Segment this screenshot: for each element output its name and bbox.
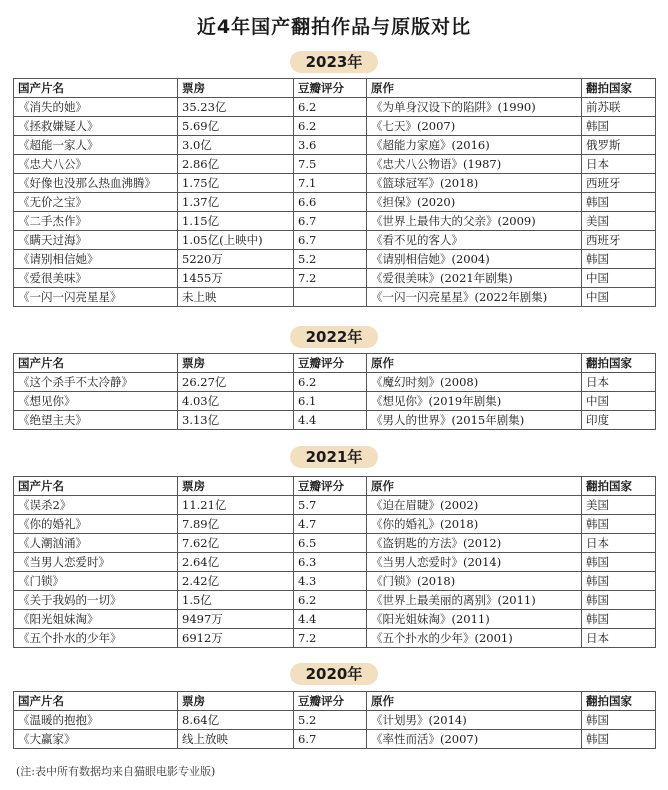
table-row: [14, 534, 656, 553]
header-row: [14, 79, 656, 98]
table-row: [14, 711, 656, 730]
table-cell: 5.69亿: [178, 117, 294, 136]
table-cell: 日本: [582, 534, 656, 553]
table-cell: 3.0亿: [178, 136, 294, 155]
table-cell: 前苏联: [582, 98, 656, 117]
table-cell: 6.1: [294, 392, 367, 411]
column-header: 翻拍国家: [582, 477, 656, 496]
table-cell: 印度: [582, 411, 656, 430]
table-cell: 《一闪一闪亮星星》(2022年剧集): [367, 288, 582, 307]
table-row: [14, 373, 656, 392]
table-cell: 《阳光姐妹淘》: [14, 610, 178, 629]
table-cell: 《想见你》(2019年剧集): [367, 392, 582, 411]
table-cell: 《魔幻时刻》(2008): [367, 373, 582, 392]
table-cell: 1.37亿: [178, 193, 294, 212]
table-cell: 美国: [582, 496, 656, 515]
table-cell: 《五个扑水的少年》: [14, 629, 178, 648]
table-cell: 4.4: [294, 610, 367, 629]
header-row: [14, 477, 656, 496]
table-row: [14, 231, 656, 250]
table-cell: 《二手杰作》: [14, 212, 178, 231]
column-header: 原作: [367, 477, 582, 496]
table-cell: 《无价之宝》: [14, 193, 178, 212]
table-cell: 11.21亿: [178, 496, 294, 515]
table-row: [14, 591, 656, 610]
column-header: 国产片名: [14, 692, 178, 711]
table-row: [14, 629, 656, 648]
header-row: [14, 354, 656, 373]
table-cell: 《超能力家庭》(2016): [367, 136, 582, 155]
year-badge-2020: 2020年: [290, 663, 378, 685]
table-2020: [13, 691, 656, 749]
table-row: [14, 392, 656, 411]
table-cell: 6.2: [294, 117, 367, 136]
column-header: 国产片名: [14, 354, 178, 373]
table-cell: 《超能一家人》: [14, 136, 178, 155]
table-cell: 2.86亿: [178, 155, 294, 174]
table-cell: 35.23亿: [178, 98, 294, 117]
table-cell: 《男人的世界》(2015年剧集): [367, 411, 582, 430]
column-header: 豆瓣评分: [294, 79, 367, 98]
table-cell: 《当男人恋爱时》(2014): [367, 553, 582, 572]
table-cell: 《门锁》(2018): [367, 572, 582, 591]
table-cell: 《篮球冠军》(2018): [367, 174, 582, 193]
table-2023: [13, 78, 656, 307]
table-cell: 《门锁》: [14, 572, 178, 591]
table-cell: 线上放映: [178, 730, 294, 749]
table-cell: 3.13亿: [178, 411, 294, 430]
column-header: 国产片名: [14, 477, 178, 496]
table-cell: 韩国: [582, 553, 656, 572]
table-row: [14, 98, 656, 117]
column-header: 豆瓣评分: [294, 692, 367, 711]
table-cell: 西班牙: [582, 231, 656, 250]
table-cell: 7.62亿: [178, 534, 294, 553]
table-cell: 日本: [582, 629, 656, 648]
table-cell: 《担保》(2020): [367, 193, 582, 212]
table-cell: 《爱很美味》: [14, 269, 178, 288]
table-cell: 《世界上最伟大的父亲》(2009): [367, 212, 582, 231]
table-cell: 1.75亿: [178, 174, 294, 193]
table-cell: 韩国: [582, 572, 656, 591]
table-cell: 《绝望主夫》: [14, 411, 178, 430]
table-cell: 《好像也没那么热血沸腾》: [14, 174, 178, 193]
table-row: [14, 572, 656, 591]
table-cell: 《大赢家》: [14, 730, 178, 749]
table-cell: 1.5亿: [178, 591, 294, 610]
column-header: 国产片名: [14, 79, 178, 98]
table-cell: 9497万: [178, 610, 294, 629]
table-cell: 8.64亿: [178, 711, 294, 730]
table-cell: 韩国: [582, 610, 656, 629]
table-cell: 4.3: [294, 572, 367, 591]
table-row: [14, 117, 656, 136]
table-cell: 《人潮汹涌》: [14, 534, 178, 553]
table-cell: 《误杀2》: [14, 496, 178, 515]
table-row: [14, 174, 656, 193]
table-cell: 7.1: [294, 174, 367, 193]
table-cell: 美国: [582, 212, 656, 231]
table-cell: 《七天》(2007): [367, 117, 582, 136]
table-cell: 5.2: [294, 250, 367, 269]
table-cell: 《忠犬八公》: [14, 155, 178, 174]
table-row: [14, 250, 656, 269]
table-cell: 5.7: [294, 496, 367, 515]
table-cell: 7.2: [294, 269, 367, 288]
table-cell: 26.27亿: [178, 373, 294, 392]
table-cell: 韩国: [582, 515, 656, 534]
table-cell: 《盗钥匙的方法》(2012): [367, 534, 582, 553]
table-cell: 《你的婚礼》(2018): [367, 515, 582, 534]
table-cell: 韩国: [582, 193, 656, 212]
table-cell: 韩国: [582, 591, 656, 610]
table-cell: 《请别相信她》(2004): [367, 250, 582, 269]
year-badge-2023: 2023年: [290, 51, 378, 73]
table-cell: 《为单身汉设下的陷阱》(1990): [367, 98, 582, 117]
column-header: 豆瓣评分: [294, 354, 367, 373]
table-cell: 6.2: [294, 591, 367, 610]
table-cell: 日本: [582, 373, 656, 392]
table-cell: 《率性而活》(2007): [367, 730, 582, 749]
header-row: [14, 692, 656, 711]
table-cell: 中国: [582, 288, 656, 307]
table-cell: 《五个扑水的少年》(2001): [367, 629, 582, 648]
table-cell: 5.2: [294, 711, 367, 730]
table-row: [14, 610, 656, 629]
table-cell: 韩国: [582, 711, 656, 730]
table-cell: 2.42亿: [178, 572, 294, 591]
table-cell: 6.3: [294, 553, 367, 572]
table-cell: 《这个杀手不太冷静》: [14, 373, 178, 392]
table-cell: 《你的婚礼》: [14, 515, 178, 534]
table-cell: [294, 288, 367, 307]
table-row: [14, 496, 656, 515]
table-cell: 5220万: [178, 250, 294, 269]
table-cell: 中国: [582, 392, 656, 411]
table-row: [14, 411, 656, 430]
table-cell: 4.7: [294, 515, 367, 534]
table-cell: 《想见你》: [14, 392, 178, 411]
table-cell: 6.7: [294, 212, 367, 231]
table-cell: 4.4: [294, 411, 367, 430]
table-cell: 1.15亿: [178, 212, 294, 231]
table-cell: 4.03亿: [178, 392, 294, 411]
table-cell: 西班牙: [582, 174, 656, 193]
column-header: 豆瓣评分: [294, 477, 367, 496]
table-cell: 俄罗斯: [582, 136, 656, 155]
table-cell: 《消失的她》: [14, 98, 178, 117]
column-header: 原作: [367, 79, 582, 98]
table-cell: 7.2: [294, 629, 367, 648]
table-cell: 《计划男》(2014): [367, 711, 582, 730]
year-badge-2021: 2021年: [290, 446, 378, 468]
year-badge-2022: 2022年: [290, 326, 378, 348]
table-cell: 3.6: [294, 136, 367, 155]
column-header: 翻拍国家: [582, 692, 656, 711]
column-header: 票房: [178, 692, 294, 711]
column-header: 翻拍国家: [582, 354, 656, 373]
column-header: 翻拍国家: [582, 79, 656, 98]
table-cell: 6.2: [294, 98, 367, 117]
table-2022: [13, 353, 656, 430]
footnote: (注:表中所有数据均来自猫眼电影专业版): [16, 765, 216, 778]
column-header: 原作: [367, 354, 582, 373]
table-row: [14, 553, 656, 572]
table-cell: 6.5: [294, 534, 367, 553]
table-cell: 《忠犬八公物语》(1987): [367, 155, 582, 174]
table-row: [14, 269, 656, 288]
table-cell: 《迫在眉睫》(2002): [367, 496, 582, 515]
table-cell: 韩国: [582, 117, 656, 136]
table-2021: [13, 476, 656, 648]
column-header: 原作: [367, 692, 582, 711]
column-header: 票房: [178, 79, 294, 98]
table-cell: 《当男人恋爱时》: [14, 553, 178, 572]
table-cell: 《世界上最美丽的离别》(2011): [367, 591, 582, 610]
table-row: [14, 288, 656, 307]
table-cell: 《一闪一闪亮星星》: [14, 288, 178, 307]
table-cell: 7.5: [294, 155, 367, 174]
table-cell: 韩国: [582, 250, 656, 269]
table-cell: 日本: [582, 155, 656, 174]
table-row: [14, 136, 656, 155]
column-header: 票房: [178, 354, 294, 373]
table-row: [14, 155, 656, 174]
table-cell: 6.7: [294, 231, 367, 250]
column-header: 票房: [178, 477, 294, 496]
page-title: 近4年国产翻拍作品与原版对比: [196, 16, 472, 38]
table-row: [14, 730, 656, 749]
table-cell: 6.7: [294, 730, 367, 749]
table-cell: 未上映: [178, 288, 294, 307]
table-cell: 6.2: [294, 373, 367, 392]
table-cell: 《瞒天过海》: [14, 231, 178, 250]
table-cell: 1455万: [178, 269, 294, 288]
table-row: [14, 193, 656, 212]
table-cell: 7.89亿: [178, 515, 294, 534]
table-cell: 《爱很美味》(2021年剧集): [367, 269, 582, 288]
table-cell: 韩国: [582, 730, 656, 749]
table-cell: 6.6: [294, 193, 367, 212]
table-row: [14, 212, 656, 231]
table-cell: 《看不见的客人》: [367, 231, 582, 250]
table-cell: 《请别相信她》: [14, 250, 178, 269]
table-row: [14, 515, 656, 534]
table-cell: 1.05亿(上映中): [178, 231, 294, 250]
table-cell: 《阳光姐妹淘》(2011): [367, 610, 582, 629]
table-cell: 《温暖的抱抱》: [14, 711, 178, 730]
table-cell: 2.64亿: [178, 553, 294, 572]
table-cell: 《拯救嫌疑人》: [14, 117, 178, 136]
table-cell: 《关于我妈的一切》: [14, 591, 178, 610]
table-cell: 中国: [582, 269, 656, 288]
table-cell: 6912万: [178, 629, 294, 648]
